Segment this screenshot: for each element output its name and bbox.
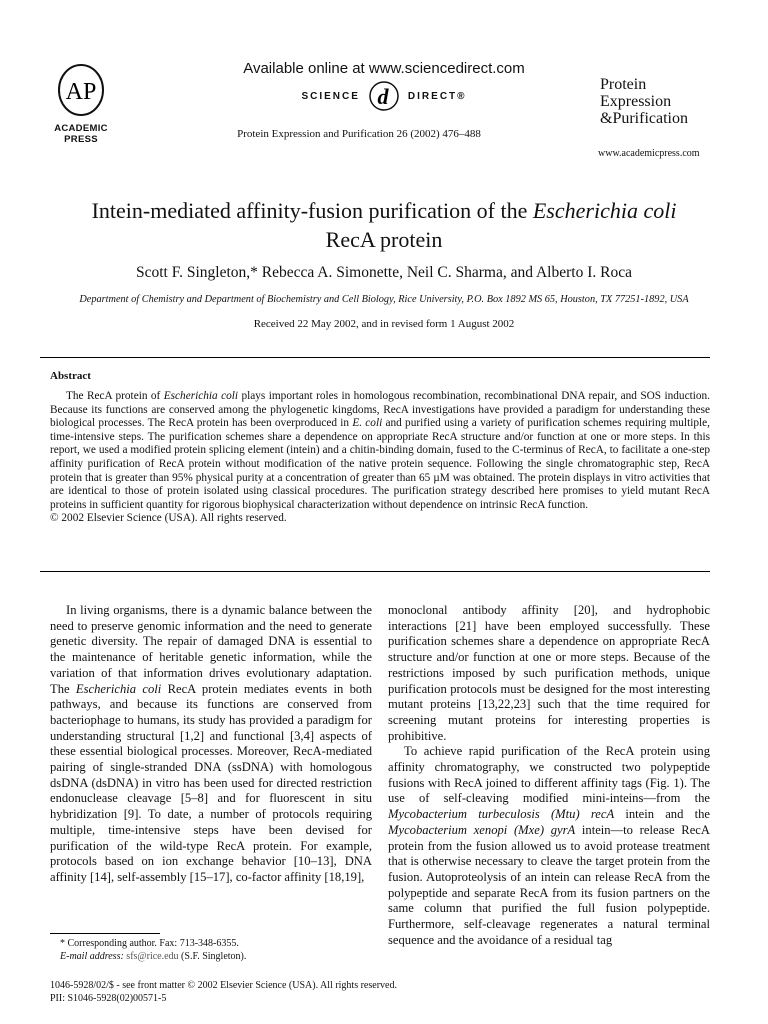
email-link[interactable]: sfs@rice.edu (126, 951, 179, 962)
sciencedirect-d-icon (368, 80, 400, 112)
publisher-name-line2: PRESS (64, 134, 98, 145)
body-column-left (50, 603, 372, 886)
journal-citation: Protein Expression and Purification 26 (2002) 476–488 (237, 128, 481, 140)
journal-line2: Expression (600, 93, 672, 110)
email-line: E-mail address: sfs@rice.edu (S.F. Singleton). (60, 951, 247, 962)
rule-bottom (40, 571, 710, 572)
abstract-body: The RecA protein of Escherichia coli plays important roles in homologous recombination, recombinational DNA repair, and SOS induction. Because its functions are conserved among the phylogenetic kingdoms, RecA investigations have provided a paradigm for understanding these biological processes. The RecA protein has been overproduced in E. coli and purified using a variety of purification schemes requiring multiple, time-intensive steps. The purification schemes share a dependence on appropriate RecA structure and/or function at one or more steps. In this report, we used a modified protein splicing element (intein) and a chitin-binding domain, fused to the C-terminus of RecA, to facilitate a one-step affinity purification of RecA protein without modification of the native protein sequence. Following the single chromatographic step, RecA protein that is greater than 95% physical purity at a concentration of greater than 65 µM was obtained. The protein displays in vitro activities that are identical to those of protein isolated using classical procedures. The purification strategy described here promises to yield mutant RecA proteins in sufficient quantity for rigorous biophysical characterization without dependence on intrinsic RecA function. © 2002 Elsevier Science (USA). All rights reserved. (50, 390, 710, 525)
paragraph: To achieve rapid purification of the RecA protein using affinity chromatography, we constructed two polypeptide fusions with RecA joined to different affinity tags (Fig. 1). The use of self-cleaving modified mini-inteins—from the Mycobacterium turbeculosis (Mtu) recA intein and the Mycobacterium xenopi (Mxe) gyrA intein—to release RecA protein from the fusion allowed us to avoid protease treatment that is otherwise necessary to cleave the target protein from the fusion. Autoproteolysis of an intein can release RecA from the polypeptide and separate RecA from its fusion partners on the same column that purified the full fusion polypeptide. Furthermore, self-cleavage regenerates a natural terminal sequence and the avoidance of a residual tag (388, 744, 710, 947)
journal-url[interactable]: www.academicpress.com (598, 148, 700, 159)
sd-left-text: SCIENCE (301, 90, 360, 102)
front-matter (50, 979, 397, 1005)
received-date: Received 22 May 2002, and in revised form 1 August 2002 (253, 318, 515, 330)
footnote-rule (50, 933, 160, 934)
sd-right-text: DIRECT® (407, 90, 467, 102)
journal-logo (600, 76, 688, 127)
paragraph: In living organisms, there is a dynamic balance between the need to preserve genomic information and the need to generate genetic diversity. The repair of damaged DNA is essential to the maintenance of heritable genetic information, while the variation of that information drives evolutionary adaptation. The Escherichia coli RecA protein mediates events in both pathways, and because its functions are conserved from bacteriophage to humans, its study has provided a paradigm for understanding structural [1,2] and functional [3,4] aspects of these essential biological processes. Moreover, RecA-mediated pairing of single-stranded DNA (ssDNA) with homologous dsDNA (dsDNA) in vitro has been used for directed restriction endonuclease cleavage [5–8] and for fluorescent in situ hybridization [9]. To date, a number of protocols requiring multiple, time-intensive steps have been devised for purification of the wild-type RecA protein. For example, protocols based on ion exchange behavior [10–13], DNA affinity [14], self-assembly [15–17], co-factor affinity [18,19], (50, 603, 372, 884)
front-matter-line1: 1046-5928/02/$ - see front matter © 2002 Elsevier Science (USA). All rights reserved. (50, 980, 397, 991)
affiliation: Department of Chemistry and Department of Biochemistry and Cell Biology, Rice University, P.O. Box 1892 MS 65, Houston, TX 77251-1892, USA (79, 294, 689, 305)
footnote (50, 937, 372, 963)
corresponding-author: * Corresponding author. Fax: 713-348-6355. (60, 938, 239, 949)
svg-text:d: d (377, 84, 391, 109)
available-online: Available online at www.sciencedirect.com (243, 60, 525, 77)
authors: Scott F. Singleton,* Rebecca A. Simonette, Neil C. Sharma, and Alberto I. Roca (136, 264, 632, 281)
journal-line1: Protein (600, 76, 647, 93)
article-title: Intein-mediated affinity-fusion purification of the Escherichia coli RecA protein (91, 198, 677, 252)
pii: PII: S1046-5928(02)00571-5 (50, 993, 167, 1004)
copyright: © 2002 Elsevier Science (USA). All rights reserved. (50, 512, 287, 525)
paragraph: monoclonal antibody affinity [20], and hydrophobic interactions [21] have been employed successfully. These purification schemes share a dependence on appropriate RecA structure and/or function at one or more steps. Because of the restrictions imposed by such purification methods, unique purification protocols must be designed for the most interesting mutant proteins [13,22,23] such that the time required for screening mutant proteins for interesting properties is prohibitive. (388, 603, 710, 743)
rule-top (40, 357, 710, 358)
body-column-right (388, 603, 710, 948)
publisher-name-line1: ACADEMIC (54, 123, 108, 134)
svg-text:AP: AP (65, 79, 97, 105)
abstract-heading: Abstract (50, 370, 91, 382)
journal-line3: &Purification (600, 110, 688, 127)
